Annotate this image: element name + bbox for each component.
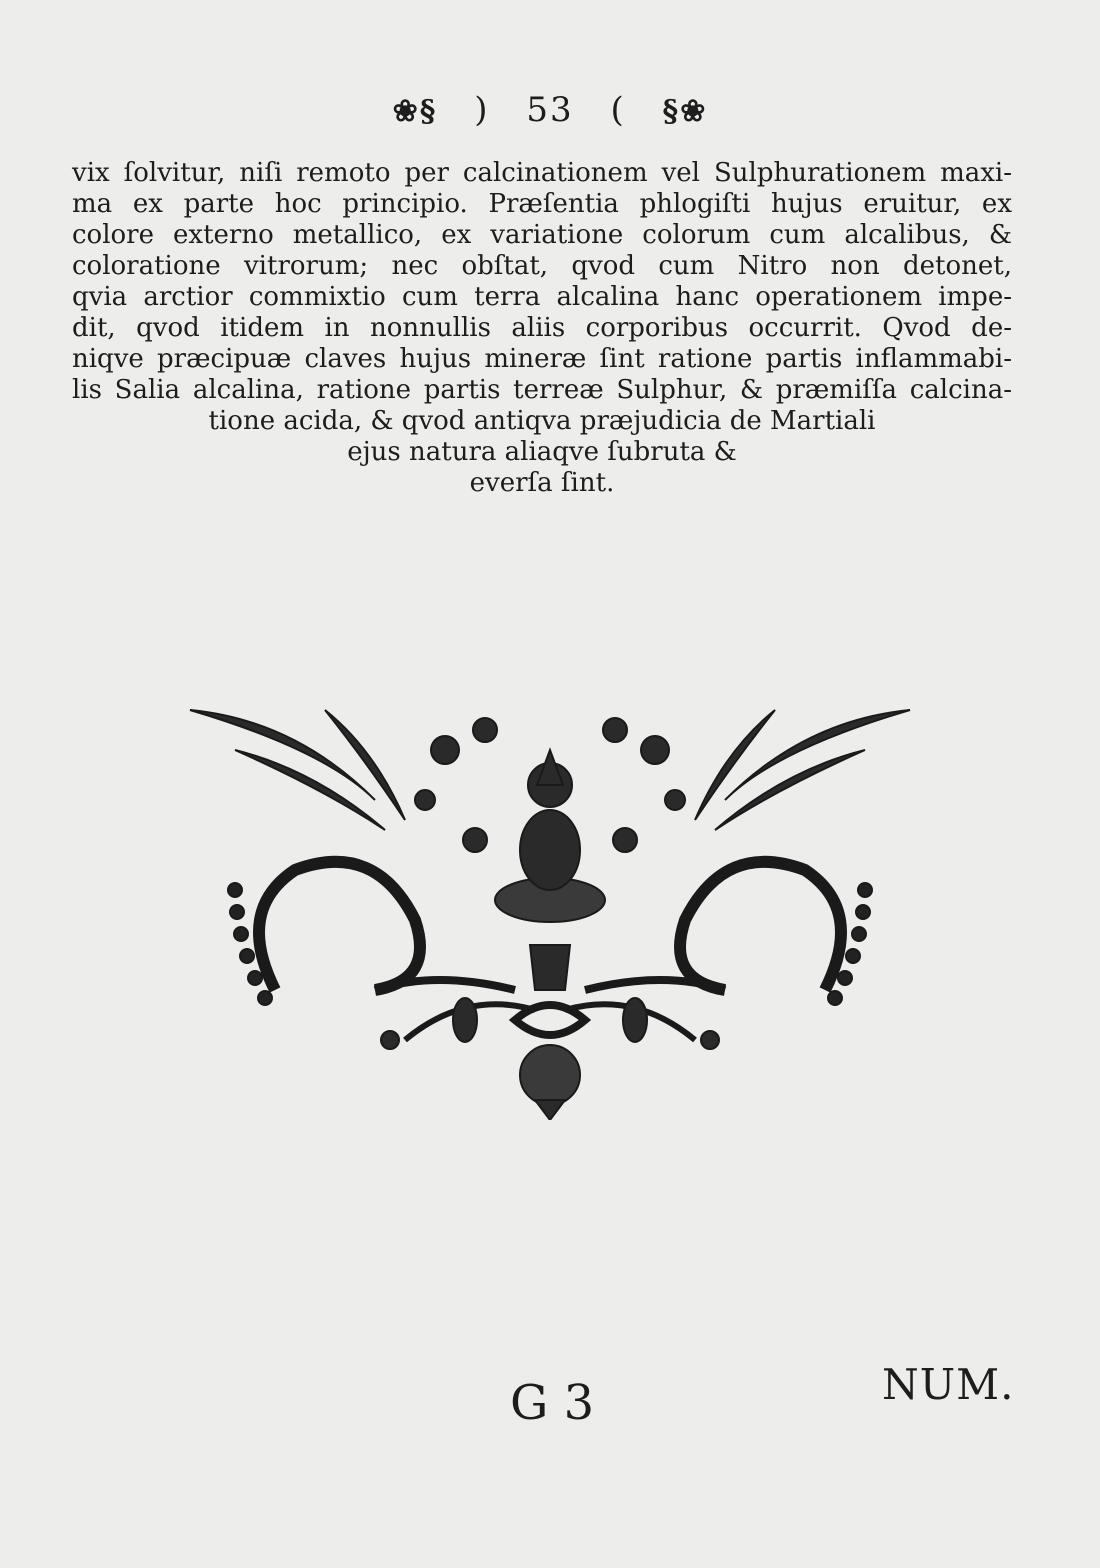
catchword: NUM. bbox=[882, 1360, 1015, 1409]
text-line: colore externo metallico, ex variatione colorum cum alcalibus, & bbox=[72, 220, 1012, 250]
right-ornament: §❀ bbox=[662, 94, 708, 129]
text-line: dit, qvod itidem in nonnullis aliis corporibus occurrit. Qvod de- bbox=[72, 313, 1012, 343]
text-line: lis Salia alcalina, ratione partis terreæ Sulphur, & præmiſſa calcina- bbox=[72, 375, 1012, 405]
running-header bbox=[0, 90, 1100, 130]
text-line-centered: everſa ſint. bbox=[469, 468, 615, 498]
text-line: qvia arctior commixtio cum terra alcalina hanc operationem impe- bbox=[72, 282, 1012, 312]
text-line-centered: tione acida, & qvod antiqva præjudicia de Martiali bbox=[208, 406, 876, 436]
text-line: coloratione vitrorum; nec obſtat, qvod cum Nitro non detonet, bbox=[72, 251, 1012, 281]
printer-signature-mark: G 3 bbox=[510, 1375, 595, 1431]
right-parenthesis: ( bbox=[610, 90, 626, 130]
text-line: vix ſolvitur, niſi remoto per calcinationem vel Sulphurationem maxi- bbox=[72, 158, 1012, 188]
text-line: ma ex parte hoc principio. Præſentia phlogiſti hujus eruitur, ex bbox=[72, 189, 1012, 219]
floral-vignette-ornament bbox=[175, 690, 925, 1120]
left-ornament: ❀§ bbox=[392, 94, 438, 129]
page-number: 53 bbox=[526, 90, 574, 130]
text-line: niqve præcipuæ claves hujus mineræ ſint ratione partis inflammabi- bbox=[72, 344, 1012, 374]
body-paragraph bbox=[72, 158, 1012, 499]
text-line-centered: ejus natura aliaqve ſubruta & bbox=[347, 437, 737, 467]
left-parenthesis: ) bbox=[474, 90, 490, 130]
